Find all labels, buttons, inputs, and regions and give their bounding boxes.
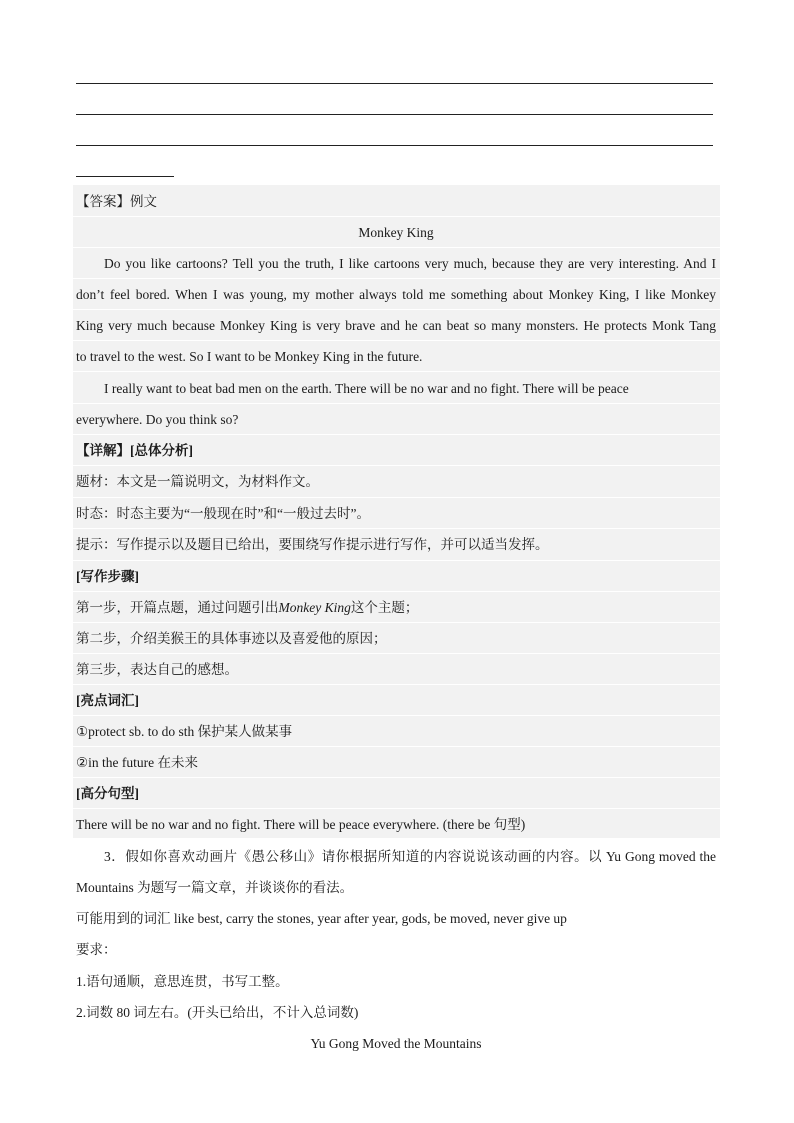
step-1-em: Monkey King (278, 600, 351, 615)
essay-title: Monkey King (358, 225, 434, 240)
essay-p1-line3: King very much because Monkey King is very brave and he can beat so many monsters. He protects Monk Tang (76, 318, 716, 333)
analysis-heading: 【详解】[总体分析] (76, 443, 193, 458)
steps-heading: [写作步骤] (76, 569, 139, 584)
writing-line (76, 145, 713, 146)
question-3-title: Yu Gong Moved the Mountains (310, 1036, 482, 1051)
requirement-2: 2.词数 80 词左右。(开头已给出，不计入总词数) (76, 1005, 359, 1020)
vocab-heading: [亮点词汇] (76, 693, 139, 708)
requirements-label: 要求： (76, 942, 117, 957)
essay-p2-line1: I really want to beat bad men on the earth. There will be no war and no fight. There will be peace (104, 381, 629, 396)
vocab-item-2: ②in the future 在未来 (76, 755, 198, 770)
writing-line (76, 114, 713, 115)
sentence-heading: [高分句型] (76, 786, 139, 801)
step-1-post: 这个主题； (350, 600, 419, 615)
requirement-1: 1.语句通顺，意思连贯，书写工整。 (76, 974, 289, 989)
analysis-topic: 题材：本文是一篇说明文，为材料作文。 (76, 474, 319, 489)
sentence-pattern-1: There will be no war and no fight. There will be peace everywhere. (there be 句型) (76, 817, 526, 832)
analysis-hint: 提示：写作提示以及题目已给出，要围绕写作提示进行写作，并可以适当发挥。 (76, 537, 549, 552)
essay-p2-line2: everywhere. Do you think so? (76, 412, 239, 427)
answer-label: 【答案】例文 (76, 194, 157, 209)
question-3-line2: Mountains 为题写一篇文章，并谈谈你的看法。 (76, 880, 354, 895)
step-1 (76, 592, 716, 623)
analysis-tense: 时态：时态主要为“一般现在时”和“一般过去时”。 (76, 506, 370, 521)
writing-line-short (76, 176, 174, 177)
step-2: 第二步，介绍美猴王的具体事迹以及喜爱他的原因； (76, 631, 387, 646)
essay-p1-line4: to travel to the west. So I want to be Monkey King in the future. (76, 349, 423, 364)
essay-p1-line2: don’t feel bored. When I was young, my mother always told me something about Monkey King, I like Monkey (76, 287, 716, 302)
question-3-line1: 3．假如你喜欢动画片《愚公移山》请你根据所知道的内容说说该动画的内容。以 Yu Gong moved the (104, 849, 716, 864)
step-3: 第三步，表达自己的感想。 (76, 662, 238, 677)
question-3-vocab: 可能用到的词汇 like best, carry the stones, year after year, gods, be moved, never give up (76, 911, 567, 926)
step-1-pre: 第一步，开篇点题，通过问题引出 (76, 600, 279, 615)
vocab-item-1: ①protect sb. to do sth 保护某人做某事 (76, 724, 293, 739)
essay-p1-line1: Do you like cartoons? Tell you the truth, I like cartoons very much, because they are very interesting. And I (104, 256, 716, 271)
writing-line (76, 83, 713, 84)
